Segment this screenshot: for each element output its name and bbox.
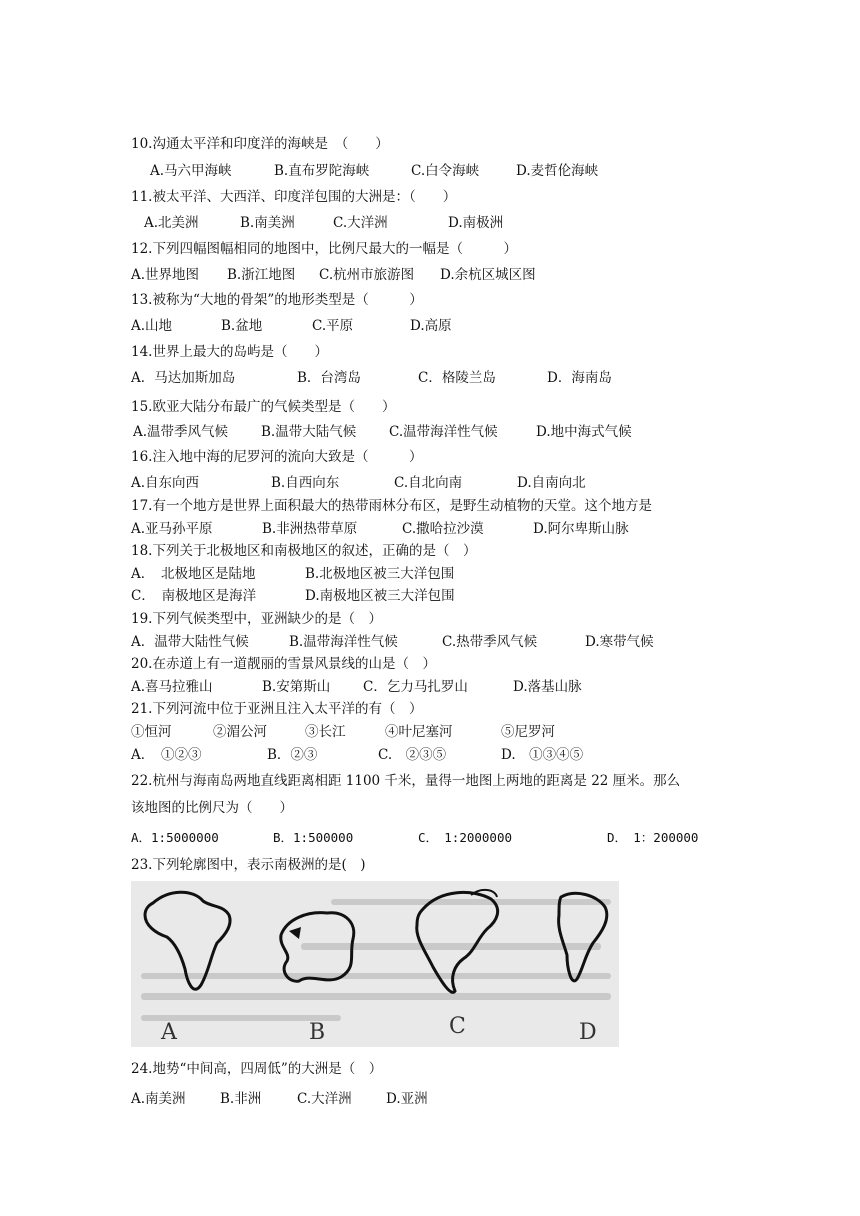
option-a: A.温带季风气候 [133, 424, 229, 440]
option-c: C.大洋洲 [297, 1091, 352, 1107]
question-22-stem-continued: 该地图的比例尺为（ ） [131, 800, 293, 816]
option-a: A.自东向西 [131, 475, 200, 491]
option-a: A． 北极地区是陆地 [131, 566, 256, 582]
question-22-stem: 22.杭州与海南岛两地直线距离相距 1100 千米，量得一地图上两地的距离是 22 厘米。那么 [131, 773, 681, 789]
option-c: C． 南极地区是海洋 [131, 588, 257, 604]
question-12-stem: 12.下列四幅图幅相同的地图中，比例尺最大的一幅是（ ） [131, 241, 517, 257]
option-b: B.浙江地图 [227, 267, 296, 283]
option-c: C.自北向南 [394, 475, 463, 491]
river-5: ⑤尼罗河 [501, 724, 555, 740]
question-18-stem: 18.下列关于北极地区和南极地区的叙述，正确的是（ ） [131, 543, 477, 559]
south-america-outline [559, 893, 607, 980]
continent-outlines-svg [131, 881, 619, 1047]
option-b: B.自西向东 [271, 475, 340, 491]
option-b: B．台湾岛 [297, 370, 361, 386]
river-4: ④叶尼塞河 [385, 724, 453, 740]
option-a: A.喜马拉雅山 [131, 679, 213, 695]
option-d: D. ①③④⑤ [501, 747, 584, 763]
option-d: D.落基山脉 [513, 679, 582, 695]
option-c: C.热带季风气候 [442, 634, 538, 650]
option-b: B.盆地 [221, 318, 263, 334]
river-2: ②湄公河 [213, 724, 267, 740]
option-d: D．海南岛 [547, 370, 612, 386]
option-d: D.南极洲 [448, 215, 504, 231]
option-a: A.马六甲海峡 [150, 163, 232, 179]
option-a: A．温带大陆性气候 [131, 634, 249, 650]
option-c: C. ②③⑤ [378, 747, 447, 763]
option-d: D． 1：200000 [607, 830, 699, 845]
option-d: D.寒带气候 [585, 634, 654, 650]
option-b: B.直布罗陀海峡 [274, 163, 370, 179]
continent-outlines-figure [131, 881, 619, 1047]
option-d: D.余杭区城区图 [440, 267, 536, 283]
option-b: B．1:500000 [273, 830, 354, 845]
option-d: D.地中海式气候 [536, 424, 632, 440]
option-a: A．马达加斯加岛 [131, 370, 236, 386]
option-a: A.世界地图 [131, 267, 200, 283]
option-b: B．②③ [267, 747, 318, 763]
option-a: A.亚马孙平原 [131, 521, 213, 537]
figure-label-d: D [579, 1020, 597, 1045]
figure-label-b: B [309, 1020, 326, 1045]
option-b: B.北极地区被三大洋包围 [305, 566, 455, 582]
figure-label-c: C [449, 1014, 466, 1039]
option-b: B.温带大陆气候 [261, 424, 357, 440]
option-a: A．1:5000000 [131, 830, 219, 845]
figure-label-a: A [161, 1020, 177, 1045]
option-d: D.南极地区被三大洋包围 [305, 588, 455, 604]
option-c: C．格陵兰岛 [418, 370, 496, 386]
option-c: C．乞力马扎罗山 [363, 679, 468, 695]
river-3: ③长江 [305, 724, 346, 740]
option-b: B.非洲 [220, 1091, 262, 1107]
question-21-stem: 21.下列河流中位于亚洲且注入太平洋的有（ ） [131, 701, 423, 717]
option-a: A.北美洲 [144, 215, 199, 231]
option-c: C.平原 [312, 318, 354, 334]
option-a: A． ①②③ [131, 747, 202, 763]
option-d: D.高原 [410, 318, 452, 334]
option-b: B.非洲热带草原 [262, 521, 358, 537]
option-d: D.亚洲 [386, 1091, 428, 1107]
option-a: A.山地 [131, 318, 173, 334]
option-b: B.安第斯山 [262, 679, 331, 695]
option-c: C.白令海峡 [411, 163, 480, 179]
question-15-stem: 15.欧亚大陆分布最广的气候类型是（ ） [131, 399, 396, 415]
question-19-stem: 19.下列气候类型中，亚洲缺少的是（ ） [131, 611, 382, 627]
question-11-stem: 11.被太平洋、大西洋、印度洋包围的大洲是：（ ） [131, 189, 457, 205]
river-1: ①恒河 [131, 724, 172, 740]
option-c: C.撒哈拉沙漠 [402, 521, 484, 537]
question-17-stem: 17.有一个地方是世界上面积最大的热带雨林分布区，是野生动植物的天堂。这个地方是 [131, 498, 652, 514]
option-c: C.温带海洋性气候 [389, 424, 498, 440]
option-d: D.自南向北 [517, 475, 586, 491]
option-b: B.南美洲 [240, 215, 295, 231]
question-23-stem: 23.下列轮廓图中，表示南极洲的是( ) [131, 857, 366, 873]
question-14-stem: 14.世界上最大的岛屿是（ ） [131, 344, 328, 360]
option-b: B.温带海洋性气候 [289, 634, 398, 650]
option-d: D.阿尔卑斯山脉 [533, 521, 629, 537]
question-10-stem: 10.沟通太平洋和印度洋的海峡是 （ ） [131, 136, 389, 152]
question-24-stem: 24.地势“中间高，四周低”的大洲是（ ） [131, 1061, 383, 1077]
option-c: C.大洋洲 [333, 215, 388, 231]
question-16-stem: 16.注入地中海的尼罗河的流向大致是（ ） [131, 449, 423, 465]
question-13-stem: 13.被称为“大地的骨架”的地形类型是（ ） [131, 292, 423, 308]
option-a: A.南美洲 [131, 1091, 186, 1107]
option-d: D.麦哲伦海峡 [516, 163, 599, 179]
option-c: C.杭州市旅游图 [319, 267, 415, 283]
question-20-stem: 20.在赤道上有一道靓丽的雪景风景线的山是（ ） [131, 656, 436, 672]
antarctica-peninsula [289, 927, 301, 939]
option-c: C． 1:2000000 [418, 830, 513, 845]
